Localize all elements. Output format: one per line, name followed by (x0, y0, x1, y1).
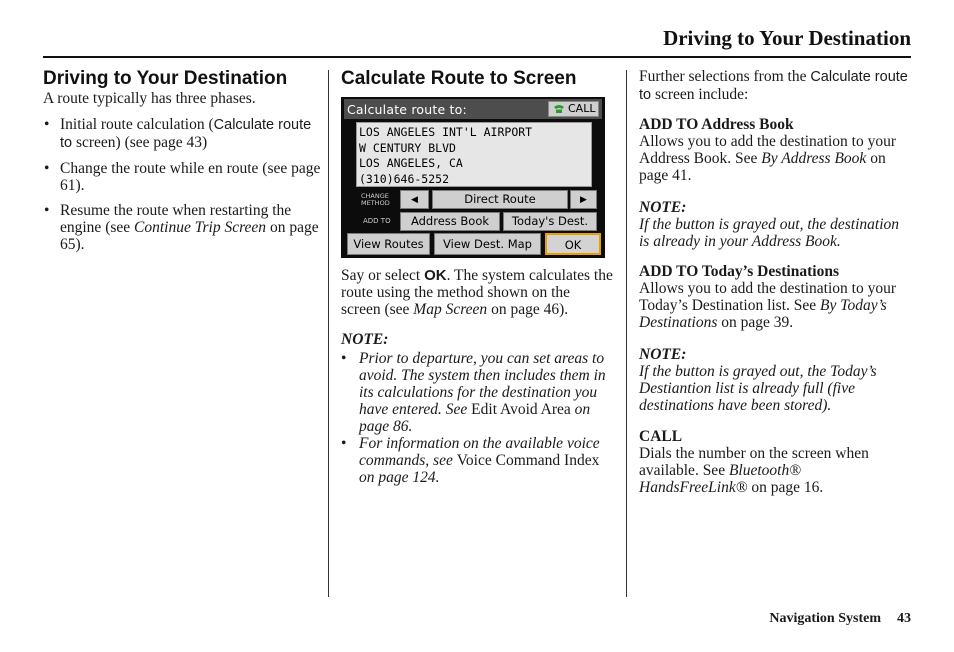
body-text: on page 39. (717, 314, 794, 331)
list-item (43, 116, 321, 152)
intro-text: A route typically has three phases. (43, 90, 256, 107)
note-heading: NOTE: (639, 346, 687, 363)
body-text: screen include: (651, 86, 749, 103)
view-routes-button[interactable] (347, 233, 430, 255)
reference-text: Map Screen (413, 301, 488, 318)
reference-text: Bluetooth® HandsFreeLink® (639, 462, 801, 496)
view-dest-map-button-label: View Dest. Map (443, 237, 532, 251)
intro-paragraph (639, 68, 911, 104)
column-middle (341, 68, 613, 486)
address-display (356, 122, 592, 187)
call-button[interactable] (548, 101, 599, 117)
body-text: Allows you to add the destination to your Today’s Destination list. See (639, 280, 897, 314)
body-text: on page 46). (487, 301, 569, 318)
right-arrow-icon: ▶ (580, 195, 587, 205)
column-right (639, 68, 911, 496)
method-prev-button[interactable] (400, 190, 429, 209)
add-to-label: ADD TO (363, 217, 391, 225)
address-line: W CENTURY BLVD (359, 140, 456, 155)
item-description (639, 133, 911, 184)
note-list (341, 350, 613, 486)
reference-text: By Address Book (761, 150, 867, 167)
route-method-label: Direct Route (464, 192, 536, 206)
note-text: If the button is grayed out, the destination is already in your Address Book. (639, 216, 900, 250)
note-text: on page 86. (359, 401, 591, 435)
footer-section-name: Navigation System (769, 611, 881, 626)
change-method-label (361, 193, 390, 207)
view-routes-button-label: View Routes (353, 237, 424, 251)
phase-list (43, 116, 321, 253)
call-button-label: CALL (568, 102, 596, 115)
list-item-text: screen) (see page 43) (72, 134, 208, 151)
note-text: Prior to departure, you can set areas to avoid. The system then includes them in its calculations for the destination you have entered. See (359, 350, 606, 418)
list-item (43, 160, 321, 194)
route-method-display (432, 190, 568, 209)
screen-title: Calculate route to: (347, 102, 467, 117)
item-heading-address-book: ADD TO Address Book (639, 116, 794, 133)
column-divider-left (328, 70, 329, 597)
list-item-text: Initial route calculation ( (60, 116, 214, 133)
change-method-label-line: METHOD (361, 199, 390, 207)
list-item-text: on page 65). (60, 219, 319, 253)
list-item-text: Resume the route when restarting the engine (see (60, 202, 292, 236)
column-divider-right (626, 70, 627, 597)
screen-name-text: Calculate route to (639, 69, 908, 103)
screen-titlebar (344, 99, 602, 119)
item-description (639, 280, 911, 331)
body-paragraph (341, 267, 613, 318)
ok-command-text: OK (424, 267, 447, 284)
screen-name-text: Calculate route to (60, 117, 312, 151)
body-text: Allows you to add the destination to your Address Book. See (639, 133, 897, 167)
note-text: If the button is grayed out, the Today’s Destiantion list is already full (five destinations have been stored). (639, 363, 877, 414)
page-header (0, 0, 954, 62)
item-heading-call: CALL (639, 428, 683, 445)
reference-text: Edit Avoid Area (471, 401, 571, 418)
address-line: LOS ANGELES, CA (359, 156, 463, 170)
page-title: Driving to Your Destination (663, 26, 911, 50)
item-description (639, 445, 911, 496)
todays-dest-button-label: Today's Dest. (511, 214, 589, 228)
body-text: Say or select (341, 267, 425, 284)
view-dest-map-button[interactable] (434, 233, 541, 255)
reference-text: Voice Command Index (456, 452, 600, 469)
ok-button[interactable] (545, 233, 601, 255)
section-heading-driving: Driving to Your Destination (43, 68, 288, 89)
address-line: (310)646-5252 (359, 171, 450, 186)
note-heading: NOTE: (341, 331, 389, 348)
column-left (43, 68, 321, 261)
body-text: Further selections from the (639, 68, 811, 85)
address-book-button[interactable] (400, 212, 500, 231)
note-text: For information on the available voice commands, see (359, 435, 600, 469)
note-text: on page 124. (359, 469, 440, 486)
note-item (341, 350, 613, 435)
note-item (341, 435, 613, 486)
list-item (43, 202, 321, 253)
reference-text: By Today’s Destinations (639, 297, 887, 331)
method-next-button[interactable] (570, 190, 597, 209)
page-footer (769, 611, 911, 627)
phone-icon (553, 104, 565, 114)
address-book-button-label: Address Book (410, 214, 490, 228)
note-heading: NOTE: (639, 199, 687, 216)
page-number: 43 (897, 611, 911, 626)
left-arrow-icon: ◀ (411, 195, 418, 205)
item-heading-todays-destinations: ADD TO Today’s Destinations (639, 263, 839, 280)
body-text: on page 41. (639, 150, 886, 184)
todays-dest-button[interactable] (503, 212, 597, 231)
reference-text: Continue Trip Screen (134, 219, 267, 236)
header-rule (43, 56, 911, 58)
change-method-label-line: CHANGE (361, 192, 389, 200)
body-text: Dials the number on the screen when available. See (639, 445, 869, 479)
ok-button-label: OK (564, 238, 582, 252)
section-heading-calculate: Calculate Route to Screen (341, 68, 577, 89)
body-text: on page 16. (747, 479, 824, 496)
body-text: . The system calculates the route using the method shown on the screen (see (341, 267, 613, 318)
address-line: LOS ANGELES INT'L AIRPORT (359, 125, 533, 139)
navigation-screen (341, 97, 605, 258)
list-item-text: Change the route while en route (see page 61). (60, 160, 321, 194)
